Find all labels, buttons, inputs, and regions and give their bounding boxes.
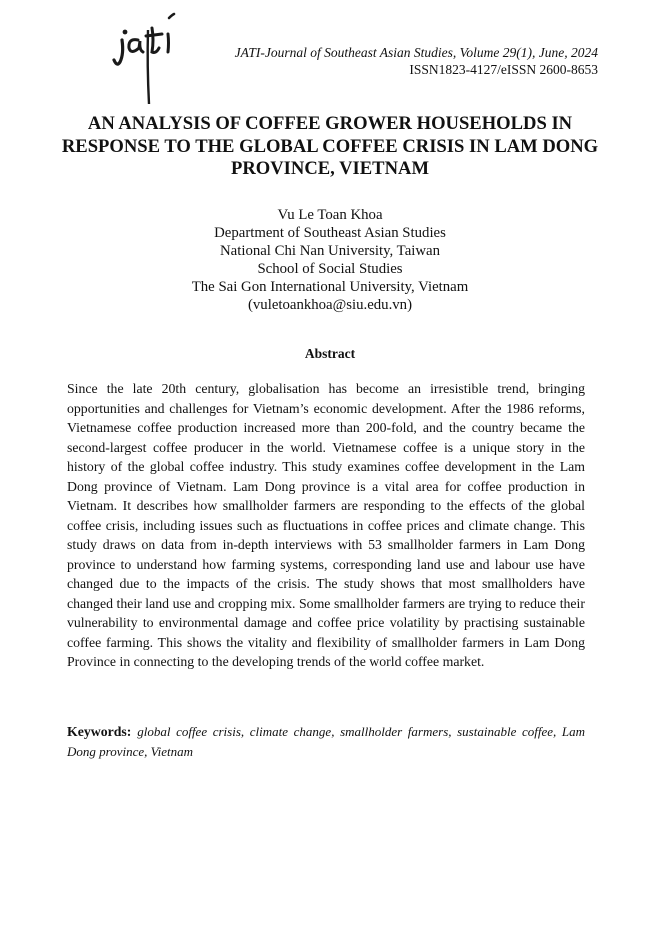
affiliation-line: School of Social Studies [257,261,403,278]
keywords-label: Keywords: [67,724,132,739]
author-block [60,206,600,315]
abstract-heading: Abstract [304,346,356,361]
author-name: Vu Le Toan Khoa [277,207,383,223]
abstract-text: Since the late 20th century, globalisation has become an irresistible trend, bringing opportunities and challenges for Vietnam’s economic development. After the 1986 reforms, Vietnamese coffee production increased more than 200-fold, and the country became the second-largest coffee producer in the world. Vietnamese coffee is a unique story in the history of the global coffee industry. This study examines coffee development in the Lam Dong province of Vietnam. Lam Dong province is a vital area for coffee production in Vietnam. It describes how smallholder farmers are responding to the effects of the global coffee crisis, including issues such as fluctuations in coffee prices and climate change. This study draws on data from in-depth interviews with 53 smallholder farmers in Lam Dong province to understand how farming systems, corresponding land use and labour use have changed due to the impacts of the crisis. The study shows that most smallholders have changed their land use and cropping mix. Some smallholder farmers are trying to reduce their vulnerability to environmental damage and coffee price volatility by practising sustainable coffee farming. This shows the vitality and flexibility of smallholder farmers in Lam Dong Province in connecting to the developing trends of the world coffee market. [67,381,585,669]
journal-citation: JATI-Journal of Southeast Asian Studies, Volume 29(1), June, 2024 [234,45,598,60]
journal-header [235,44,598,78]
journal-issn: ISSN1823-4127/eISSN 2600-8653 [409,62,598,77]
affiliation-line: The Sai Gon International University, Vietnam [191,279,469,296]
affiliation-line: Department of Southeast Asian Studies [214,225,446,242]
journal-logo [108,10,180,106]
author-email: (vuletoankhoa@siu.edu.vn) [247,297,413,314]
keywords-text: global coffee crisis, climate change, smallholder farmers, sustainable coffee, Lam Dong province, Vietnam [67,724,585,759]
jati-logo-icon [108,10,180,106]
paper-title: AN ANALYSIS OF COFFEE GROWER HOUSEHOLDS IN RESPONSE TO THE GLOBAL COFFEE CRISIS IN LAM DONG PROVINCE, VIETNAM [61,113,599,179]
affiliation-line: National Chi Nan University, Taiwan [219,243,441,260]
keywords [67,722,585,761]
